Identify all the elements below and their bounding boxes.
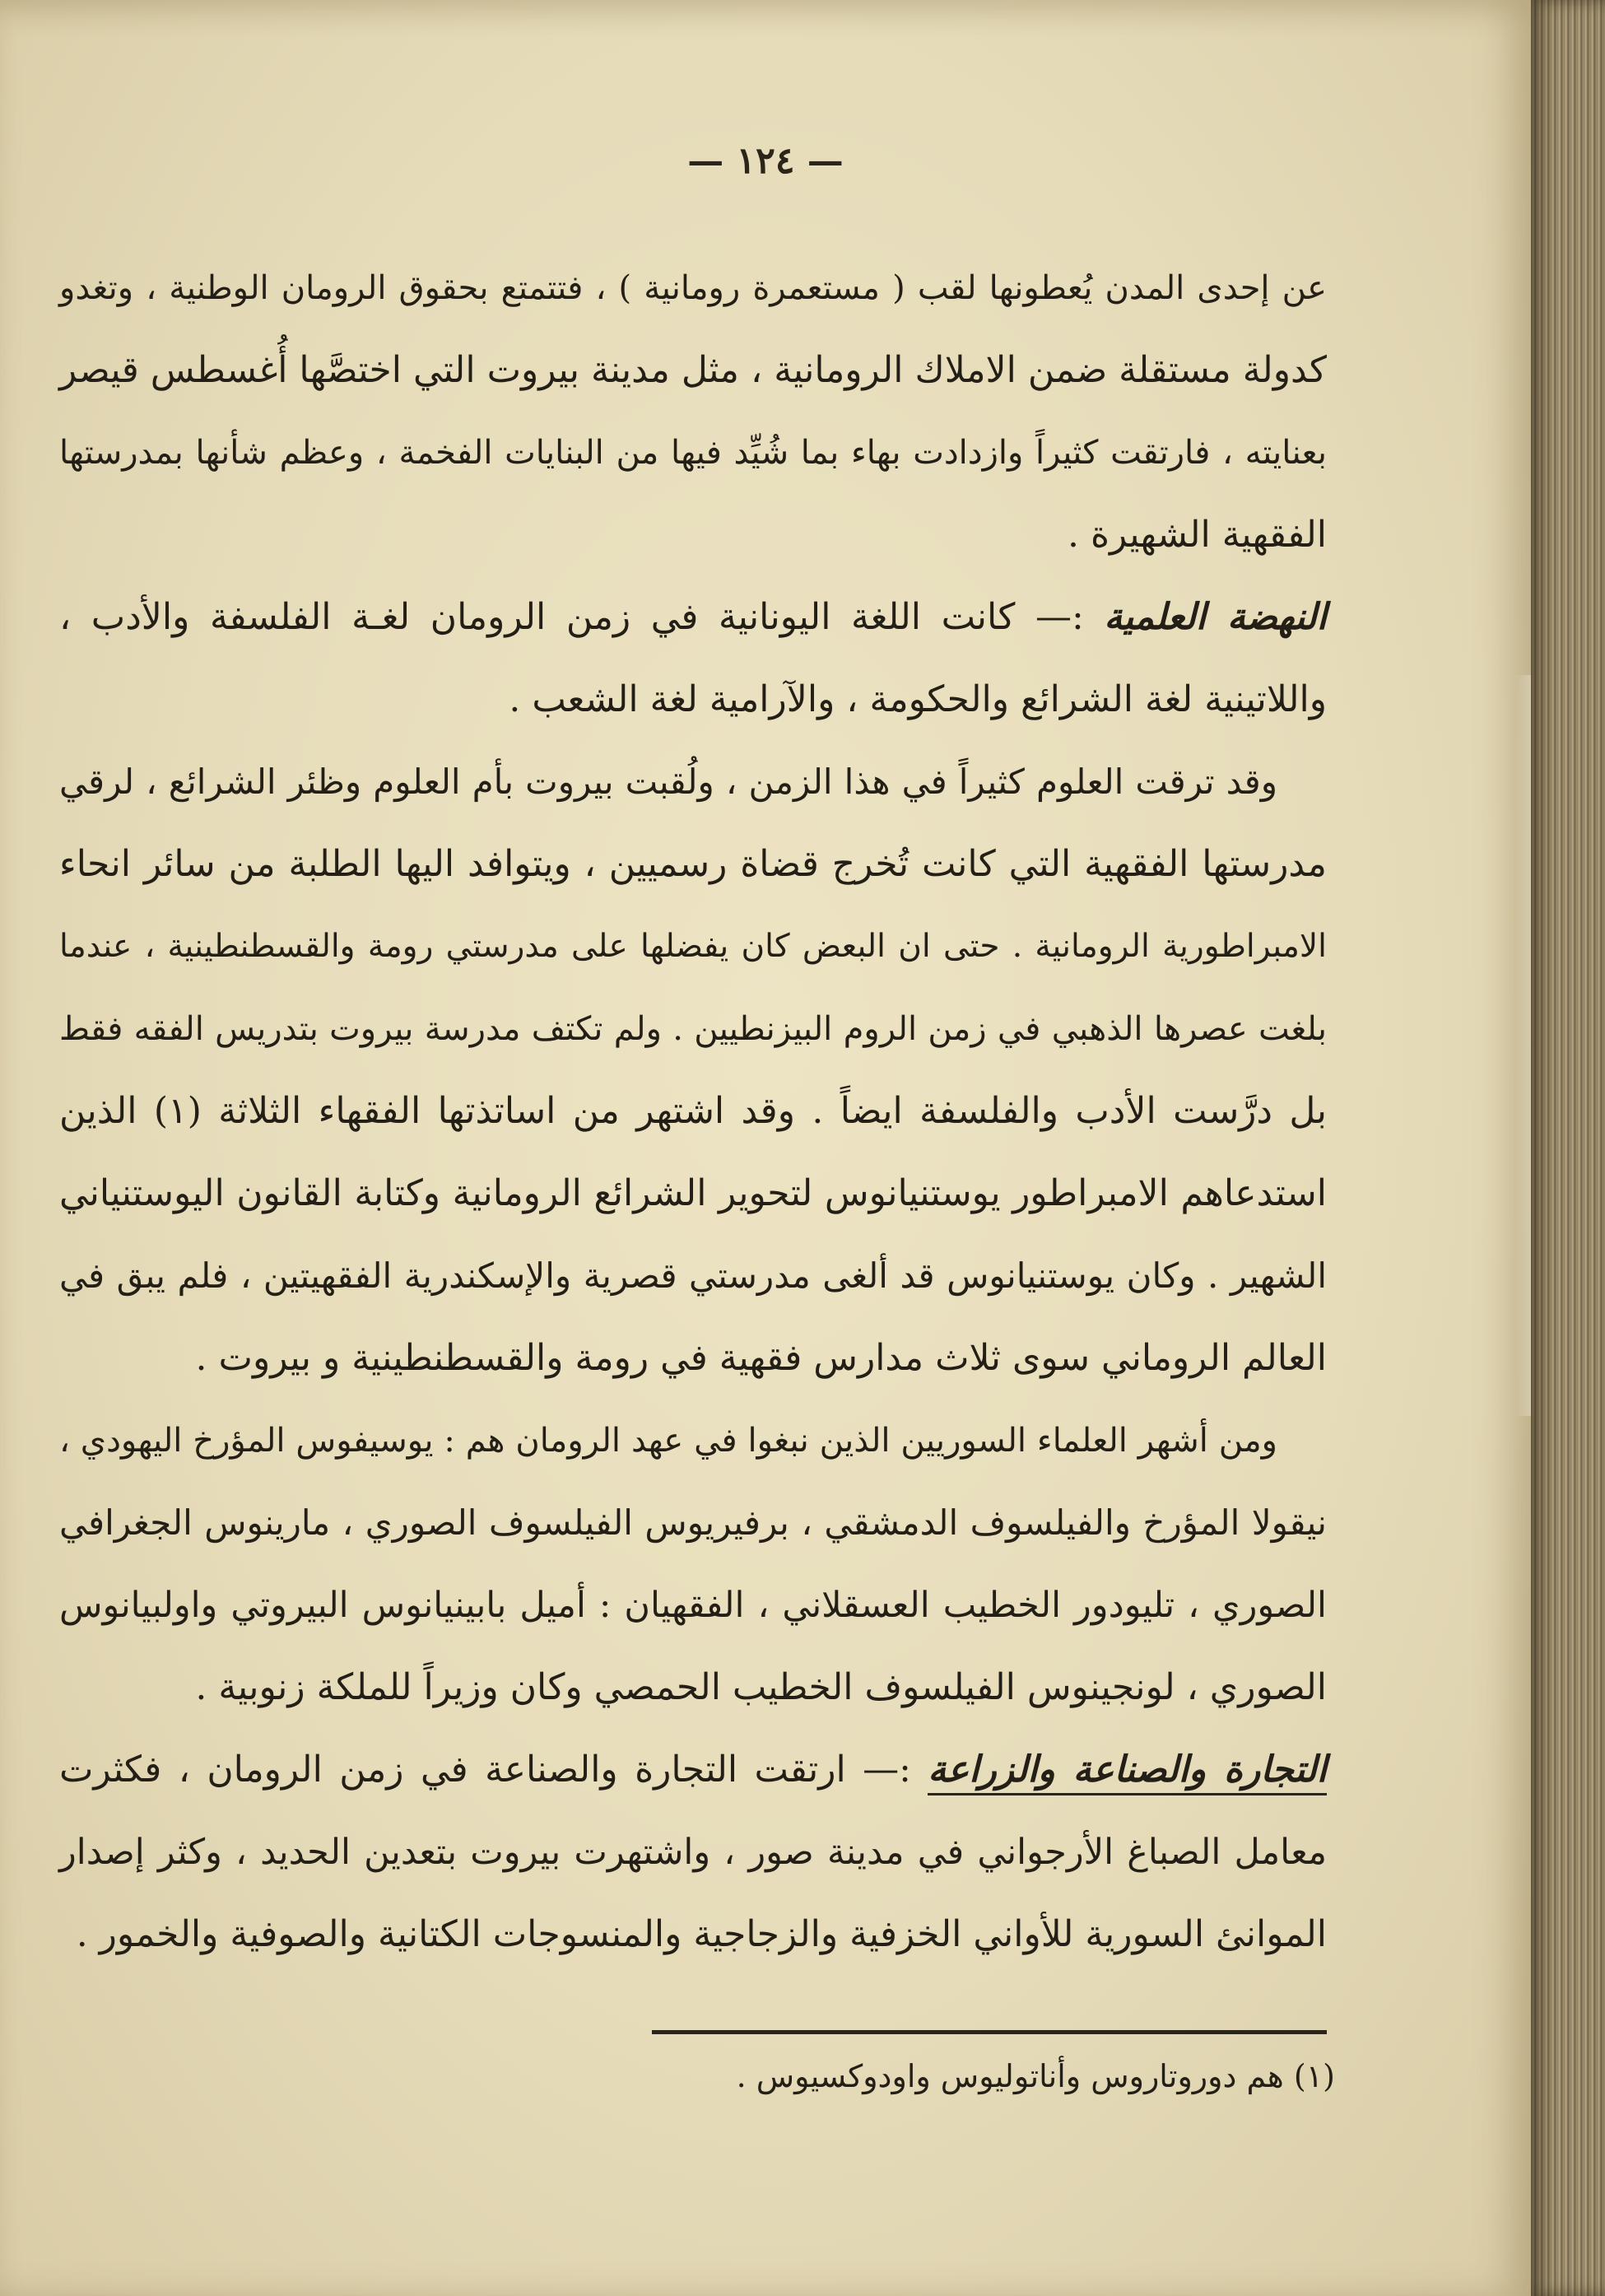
- text-line: واللاتينية لغة الشرائع والحكومة ، والآرامية لغة الشعب .: [509, 678, 1327, 720]
- heading-underline: [928, 1793, 1327, 1795]
- text-line: كدولة مستقلة ضمن الاملاك الرومانية ، مثل مدينة بيروت التي اختصَّها أُغسطس قيصر: [59, 349, 1327, 391]
- text-line: بل درَّست الأدب والفلسفة ايضاً . وقد اشتهر من اساتذتها الفقهاء الثلاثة (١) الذين: [59, 1090, 1327, 1132]
- section-heading-trade-industry-agriculture: التجارة والصناعة والزراعة: [928, 1749, 1327, 1791]
- text-line: ومن أشهر العلماء السوريين الذين نبغوا في عهد الرومان هم : يوسيفوس المؤرخ اليهودي ،: [59, 1422, 1277, 1460]
- text-line: الفقهية الشهيرة .: [1067, 514, 1327, 556]
- section-heading-intellectual-renaissance: النهضة العلمية: [1104, 596, 1327, 638]
- text-line: استدعاهم الامبراطور يوستنيانوس لتحوير الشرائع الرومانية وكتابة القانون اليوستنياني: [59, 1172, 1327, 1214]
- text-line: الامبراطورية الرومانية . حتى ان البعض كان يفضلها على مدرستي رومة والقسطنطينية ، عندما: [59, 928, 1327, 965]
- text-line: :— كانت اللغة اليونانية في زمن الرومان لغـة الفلسفة والأدب ،: [59, 596, 1084, 638]
- text-line: عن إحدى المدن يُعطونها لقب ( مستعمرة رومانية ) ، فتتمتع بحقوق الرومان الوطنية ، وتغدو: [59, 269, 1327, 307]
- footnote: (١) هم دوروتاروس وأناتوليوس واودوكسيوس .: [736, 2058, 1335, 2094]
- text-line: الصوري ، لونجينوس الفيلسوف الخطيب الحمصي وكان وزيراً للملكة زنوبية .: [195, 1666, 1327, 1708]
- section-heading-line: [59, 576, 1327, 659]
- text-line: :— ارتقت التجارة والصناعة في زمن الرومان ، فكثرت: [59, 1749, 911, 1791]
- text-line: وقد ترقت العلوم كثيراً في هذا الزمن ، ولُقبت بيروت بأم العلوم وظئر الشرائع ، لرقي: [59, 761, 1277, 802]
- text-line: الشهير . وكان يوستنيانوس قد ألغى مدرستي قصرية والإسكندرية الفقهيتين ، فلم يبق في: [59, 1255, 1327, 1296]
- page-number: — ١٢٤ —: [687, 140, 844, 182]
- text-line: الموانئ السورية للأواني الخزفية والزجاجية والمنسوجات الكتانية والصوفية والخمور .: [76, 1913, 1327, 1955]
- text-line: معامل الصباغ الأرجواني في مدينة صور ، واشتهرت بيروت بتعدين الحديد ، وكثر إصدار: [59, 1832, 1327, 1873]
- body-text: [59, 247, 1327, 1976]
- text-line: بعنايته ، فارتقت كثيراً وازدادت بهاء بما شُيِّد فيها من البنايات الفخمة ، وعظم شأنها بمدرستها: [59, 434, 1327, 472]
- text-line: الصوري ، تليودور الخطيب العسقلاني ، الفقهيان : أميل بابينيانوس البيروتي واولبيانوس: [59, 1585, 1327, 1626]
- text-line: مدرستها الفقهية التي كانت تُخرج قضاة رسميين ، ويتوافد اليها الطلبة من سائر انحاء: [59, 843, 1327, 885]
- text-line: نيقولا المؤرخ والفيلسوف الدمشقي ، برفيريوس الفيلسوف الصوري ، مارينوس الجغرافي: [59, 1502, 1327, 1543]
- text-line: بلغت عصرها الذهبي في زمن الروم البيزنطيين . ولم تكتف مدرسة بيروت بتدريس الفقه فقط: [59, 1010, 1328, 1048]
- footnote-divider: [652, 2030, 1327, 2034]
- text-line: العالم الروماني سوى ثلاث مدارس فقهية في رومة والقسطنطينية و بيروت .: [195, 1337, 1327, 1379]
- book-page-edges: [1531, 0, 1605, 2296]
- section-heading-line: [59, 1729, 1327, 1811]
